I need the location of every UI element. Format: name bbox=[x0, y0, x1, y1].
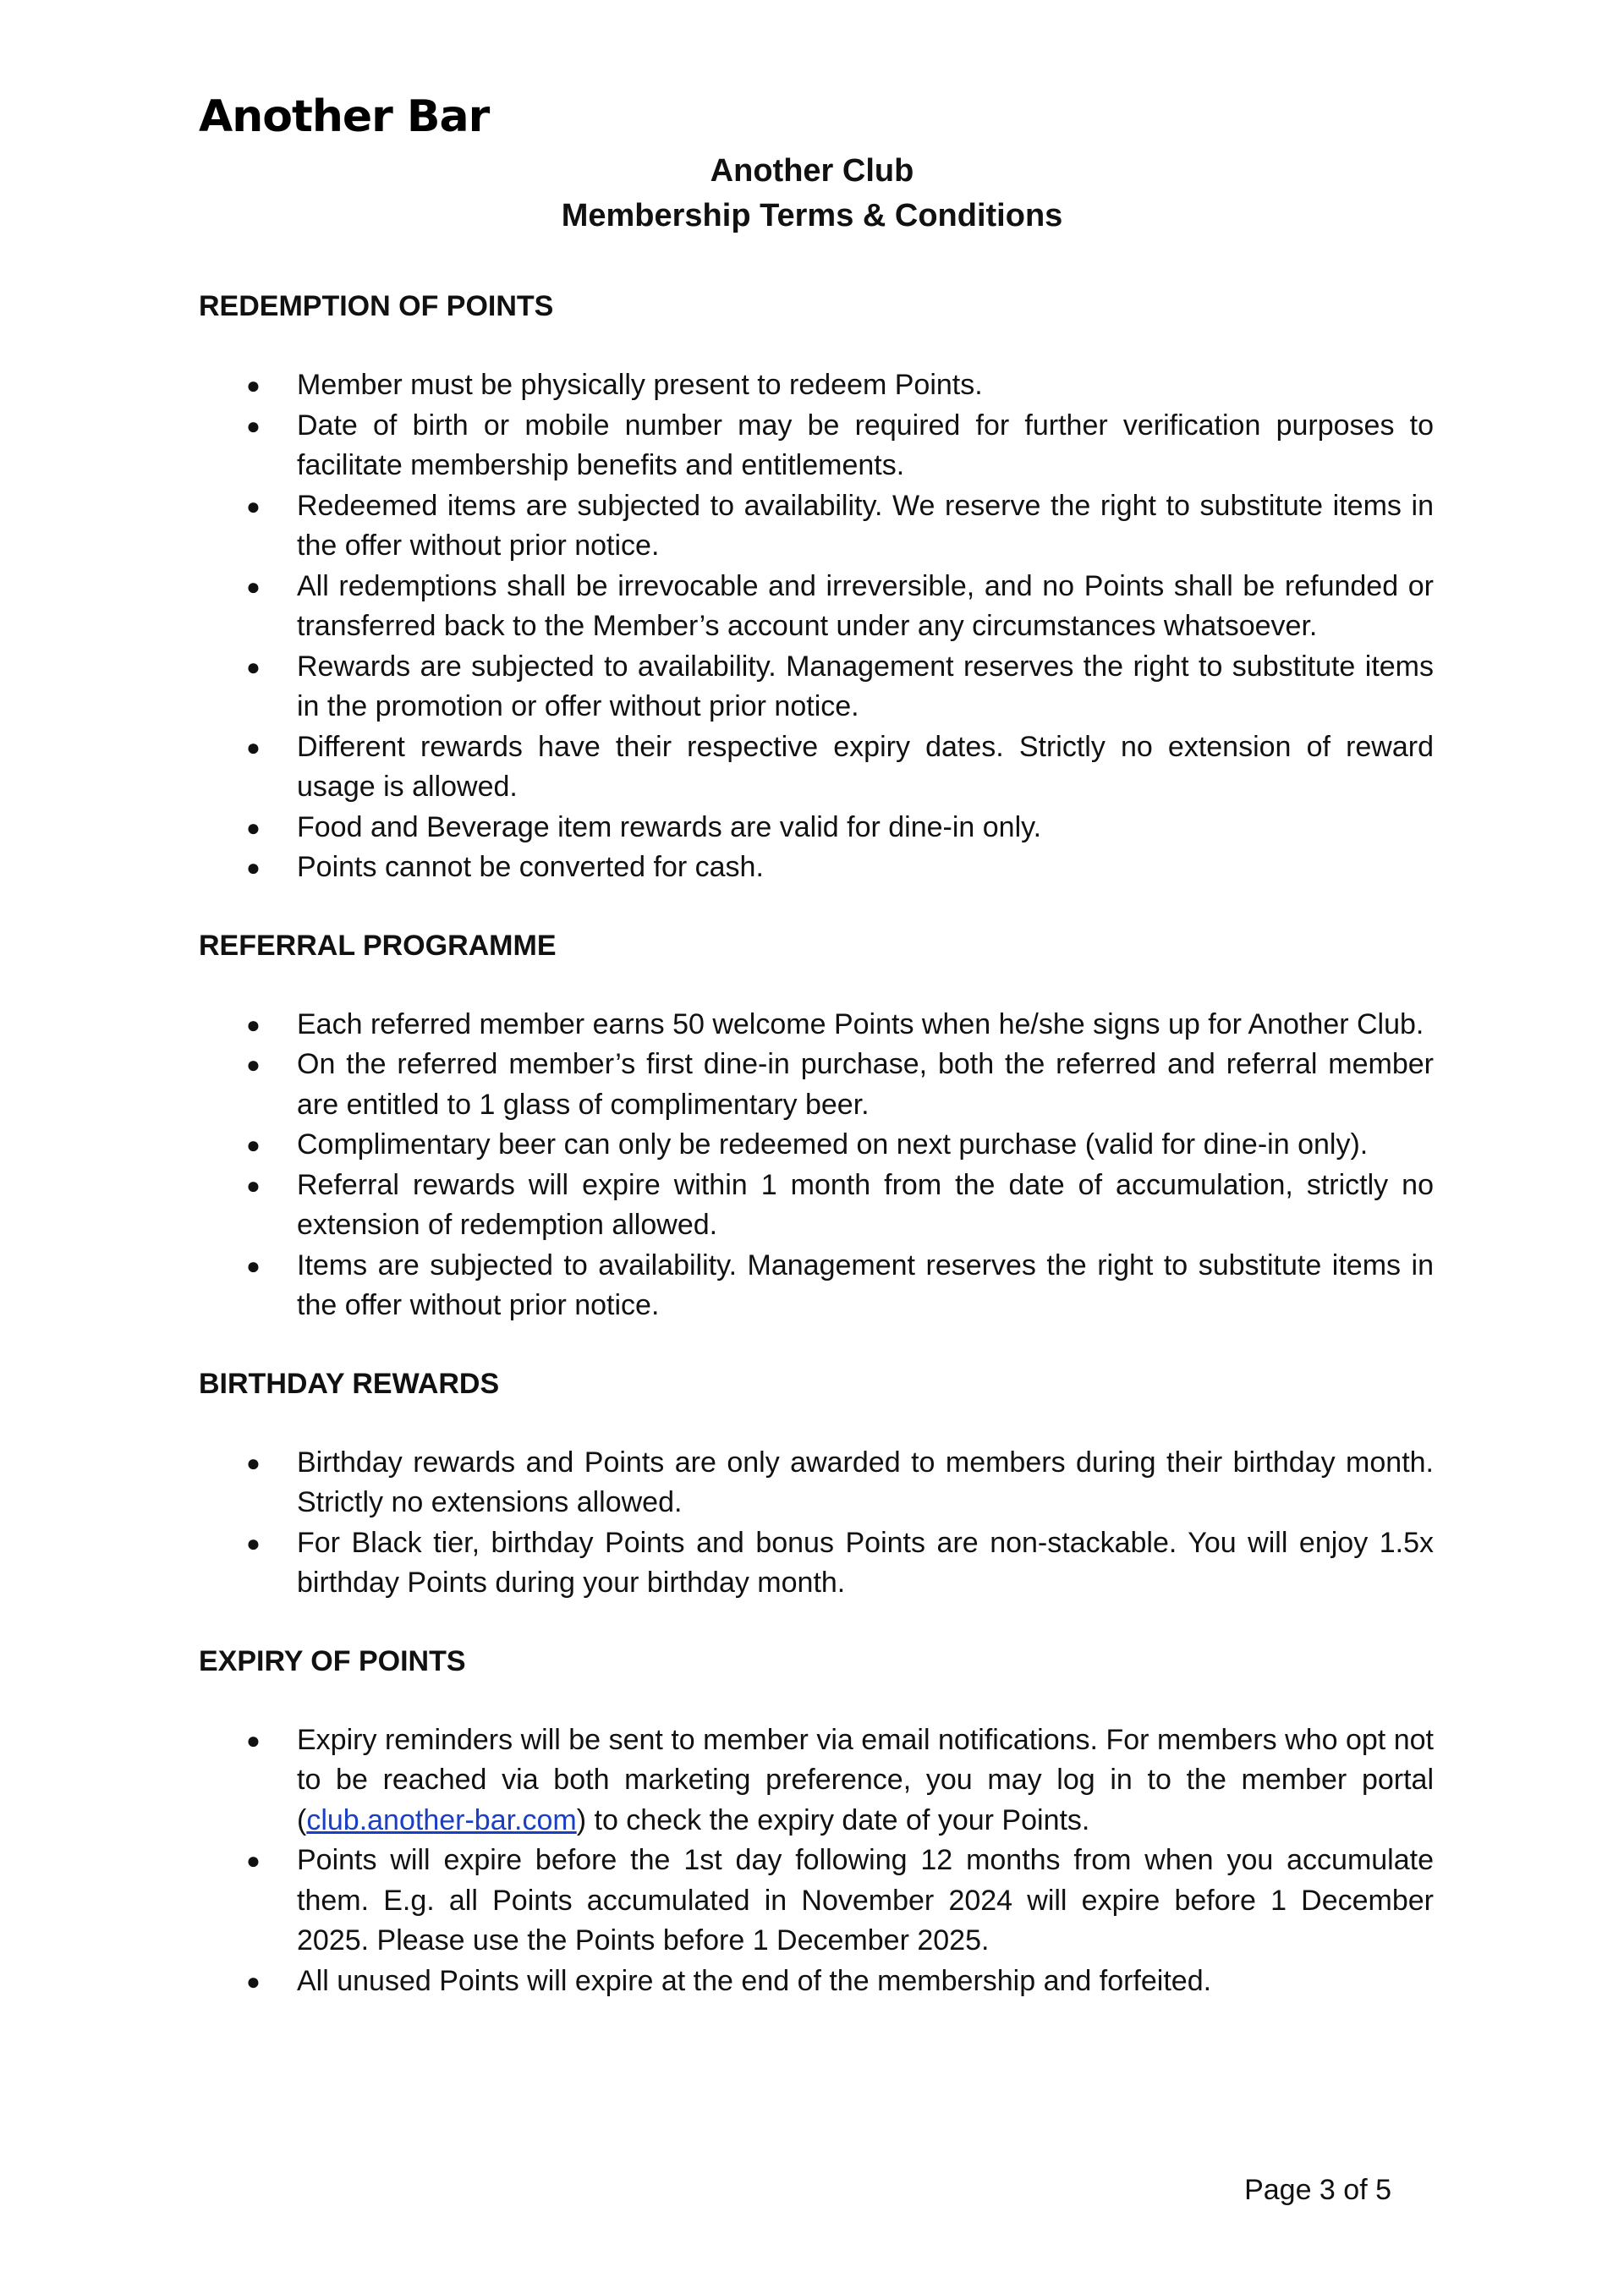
list-item-text: All redemptions shall be irrevocable and irreversible, and no Points shall be refunded or transferred back to the Member’s account under any circumstances whatsoever. bbox=[297, 569, 1434, 642]
section-heading: EXPIRY OF POINTS bbox=[199, 1644, 466, 1677]
section-referral-programme bbox=[199, 925, 1434, 1326]
bullet-list bbox=[199, 1005, 1434, 1326]
list-item-text: All unused Points will expire at the end of the membership and forfeited. bbox=[297, 1964, 1212, 1997]
list-item-text: Date of birth or mobile number may be required for further verification purposes to facilitate membership benefits and entitlements. bbox=[297, 409, 1434, 481]
list-item bbox=[199, 567, 1434, 647]
list-item-text: Rewards are subjected to availability. Management reserves the right to substitute items in the promotion or offer without prior notice. bbox=[297, 650, 1434, 722]
bullet-icon: ● bbox=[246, 1172, 261, 1199]
document-title bbox=[0, 149, 1624, 239]
list-item-text: Each referred member earns 50 welcome Points when he/she signs up for Another Club. bbox=[297, 1007, 1424, 1040]
list-item-text: Redeemed items are subjected to availability. We reserve the right to substitute items in the offer without prior notice. bbox=[297, 489, 1434, 562]
bullet-icon: ● bbox=[246, 1252, 261, 1279]
bullet-icon: ● bbox=[246, 814, 261, 841]
list-item-text: Different rewards have their respective expiry dates. Strictly no extension of reward usage is allowed. bbox=[297, 730, 1434, 803]
list-item-text: Items are subjected to availability. Management reserves the right to substitute items in the offer without prior notice. bbox=[297, 1249, 1434, 1321]
section-redemption-of-points bbox=[199, 286, 1434, 888]
title-club: Another Club bbox=[710, 153, 914, 189]
list-item-text: Birthday rewards and Points are only awarded to members during their birthday month. Strictly no extensions allowed. bbox=[297, 1446, 1434, 1518]
list-item bbox=[199, 1720, 1434, 1841]
bullet-icon: ● bbox=[246, 1132, 261, 1158]
section-heading: REFERRAL PROGRAMME bbox=[199, 929, 557, 962]
list-item-text: Referral rewards will expire within 1 month from the date of accumulation, strictly no extension of redemption allowed. bbox=[297, 1168, 1434, 1241]
list-item bbox=[199, 1962, 1434, 2002]
list-item-text: Points will expire before the 1st day following 12 months from when you accumulate them. E.g. all Points accumulated in November 2024 will expire before 1 December 2025. Please use the Points before 1 December 2025. bbox=[297, 1844, 1434, 1956]
list-item-text: Points cannot be converted for cash. bbox=[297, 851, 764, 883]
list-item bbox=[199, 1166, 1434, 1246]
list-item-text: Complimentary beer can only be redeemed on next purchase (valid for dine-in only). bbox=[297, 1128, 1369, 1161]
list-item bbox=[199, 727, 1434, 808]
section-expiry-of-points bbox=[199, 1641, 1434, 2002]
list-item-text: On the referred member’s first dine-in purchase, both the referred and referral member are entitled to 1 glass of complimentary beer. bbox=[297, 1048, 1434, 1121]
list-item bbox=[199, 808, 1434, 848]
list-item bbox=[199, 365, 1434, 406]
title-terms: Membership Terms & Conditions bbox=[561, 198, 1063, 233]
brand-logo: Another Bar bbox=[199, 91, 490, 142]
list-item bbox=[199, 1005, 1434, 1045]
list-item bbox=[199, 1841, 1434, 1962]
bullet-icon: ● bbox=[246, 1449, 261, 1476]
list-item bbox=[199, 848, 1434, 888]
list-item bbox=[199, 1045, 1434, 1125]
page-number: Page 3 of 5 bbox=[1244, 2174, 1391, 2206]
bullet-icon: ● bbox=[246, 1051, 261, 1078]
bullet-icon: ● bbox=[246, 1726, 261, 1753]
bullet-icon: ● bbox=[246, 1967, 261, 1995]
section-heading: REDEMPTION OF POINTS bbox=[199, 290, 554, 322]
list-item bbox=[199, 1523, 1434, 1604]
bullet-icon: ● bbox=[246, 1847, 261, 1874]
list-item-text: Member must be physically present to redeem Points. bbox=[297, 369, 983, 401]
list-item bbox=[199, 647, 1434, 727]
list-item bbox=[199, 1246, 1434, 1326]
list-item bbox=[199, 406, 1434, 486]
bullet-icon: ● bbox=[246, 573, 261, 600]
bullet-list bbox=[199, 1443, 1434, 1604]
section-heading: BIRTHDAY REWARDS bbox=[199, 1367, 500, 1400]
list-item bbox=[199, 1443, 1434, 1523]
list-item-text-before-link: Expiry reminders will be sent to member via email notifications. For members who opt not to be reached via both marketing preference, you may log in to the member portal ( bbox=[297, 1723, 1434, 1836]
bullet-icon: ● bbox=[246, 733, 261, 760]
bullet-icon: ● bbox=[246, 412, 261, 439]
list-item-text: For Black tier, birthday Points and bonus Points are non-stackable. You will enjoy 1.5x birthday Points during your birthday month. bbox=[297, 1526, 1434, 1599]
list-item bbox=[199, 1125, 1434, 1166]
bullet-list bbox=[199, 365, 1434, 888]
list-item-text: Food and Beverage item rewards are valid for dine-in only. bbox=[297, 810, 1042, 843]
bullet-icon: ● bbox=[246, 372, 261, 398]
bullet-icon: ● bbox=[246, 653, 261, 680]
bullet-icon: ● bbox=[246, 854, 261, 881]
list-item-text-after-link: ) to check the expiry date of your Points. bbox=[576, 1803, 1090, 1836]
bullet-list bbox=[199, 1720, 1434, 2002]
bullet-icon: ● bbox=[246, 1011, 261, 1038]
bullet-icon: ● bbox=[246, 492, 261, 519]
bullet-icon: ● bbox=[246, 1529, 261, 1556]
list-item bbox=[199, 486, 1434, 567]
section-birthday-rewards bbox=[199, 1364, 1434, 1604]
member-portal-link[interactable]: club.another-bar.com bbox=[306, 1803, 577, 1836]
document-body bbox=[199, 286, 1434, 2001]
